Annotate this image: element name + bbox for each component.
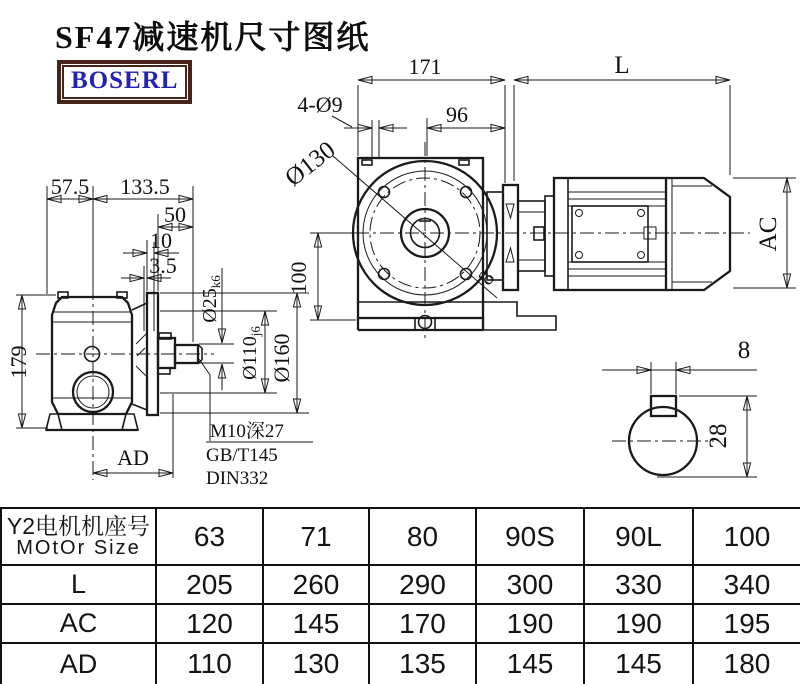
dim-AC: AC [755,216,782,252]
dim-100: 100 [286,261,311,295]
row-L-label: L [2,566,157,605]
note-gb: GB/T145 [206,445,278,466]
cell-L-63: 205 [157,566,264,605]
dim-50: 50 [164,202,186,227]
dim-4xd9: 4-Ø9 [297,92,343,117]
motor-size-table [0,507,800,684]
dim-96: 96 [446,102,468,127]
shaft-section-detail [612,396,714,475]
dim-d110j6: Ø110j6 [239,326,263,380]
cell-AC-80: 170 [370,605,477,644]
dim-57-5: 57.5 [50,174,90,199]
table-col-100: 100 [694,509,800,566]
table-col-80: 80 [370,509,477,566]
cell-AD-80: 135 [370,644,477,684]
cell-AC-100: 195 [694,605,800,644]
dim-133-5: 133.5 [120,174,170,199]
cell-L-100: 340 [694,566,800,605]
cell-AD-90L: 145 [585,644,694,684]
table-header-cn: Y2电机机座号 [6,512,151,539]
dim-171: 171 [408,54,442,79]
note-tap: M10深27 [210,421,284,442]
cell-AC-71: 145 [264,605,370,644]
dim-key-depth: 28 [705,423,732,449]
table-col-71: 71 [264,509,370,566]
row-AC-label: AC [2,605,157,644]
dim-d160: Ø160 [269,333,294,383]
dim-8-flange: 8 [472,266,500,290]
dim-d130: Ø130 [280,136,341,192]
table-header-label [2,509,157,566]
table-col-63: 63 [157,509,264,566]
cell-L-71: 260 [264,566,370,605]
table-col-90S: 90S [477,509,585,566]
dimension-lines [16,80,796,478]
cell-AD-63: 110 [157,644,264,684]
dim-179: 179 [6,345,31,379]
cell-AC-90L: 190 [585,605,694,644]
table-col-90L: 90L [585,509,694,566]
cell-AC-63: 120 [157,605,264,644]
front-view [330,142,750,342]
cell-AD-71: 130 [264,644,370,684]
dim-AD: AD [117,445,149,470]
dim-key-width: 8 [737,337,751,364]
cell-L-90L: 330 [585,566,694,605]
table-header-en: MOtOr Size [16,537,141,560]
dim-d25k6: Ø25k6 [199,275,223,323]
cell-L-80: 290 [370,566,477,605]
row-AD-label: AD [2,644,157,684]
cell-L-90S: 300 [477,566,585,605]
cell-AC-90S: 190 [477,605,585,644]
page-title: SF47减速机尺寸图纸 [55,19,371,55]
dim-3-5: 3.5 [149,253,177,278]
cell-AD-90S: 145 [477,644,585,684]
dim-L: L [614,52,630,79]
dim-10: 10 [150,228,172,253]
note-din: DIN332 [206,468,269,489]
brand-logo-text: BOSERL [62,65,187,99]
cell-AD-100: 180 [694,644,800,684]
